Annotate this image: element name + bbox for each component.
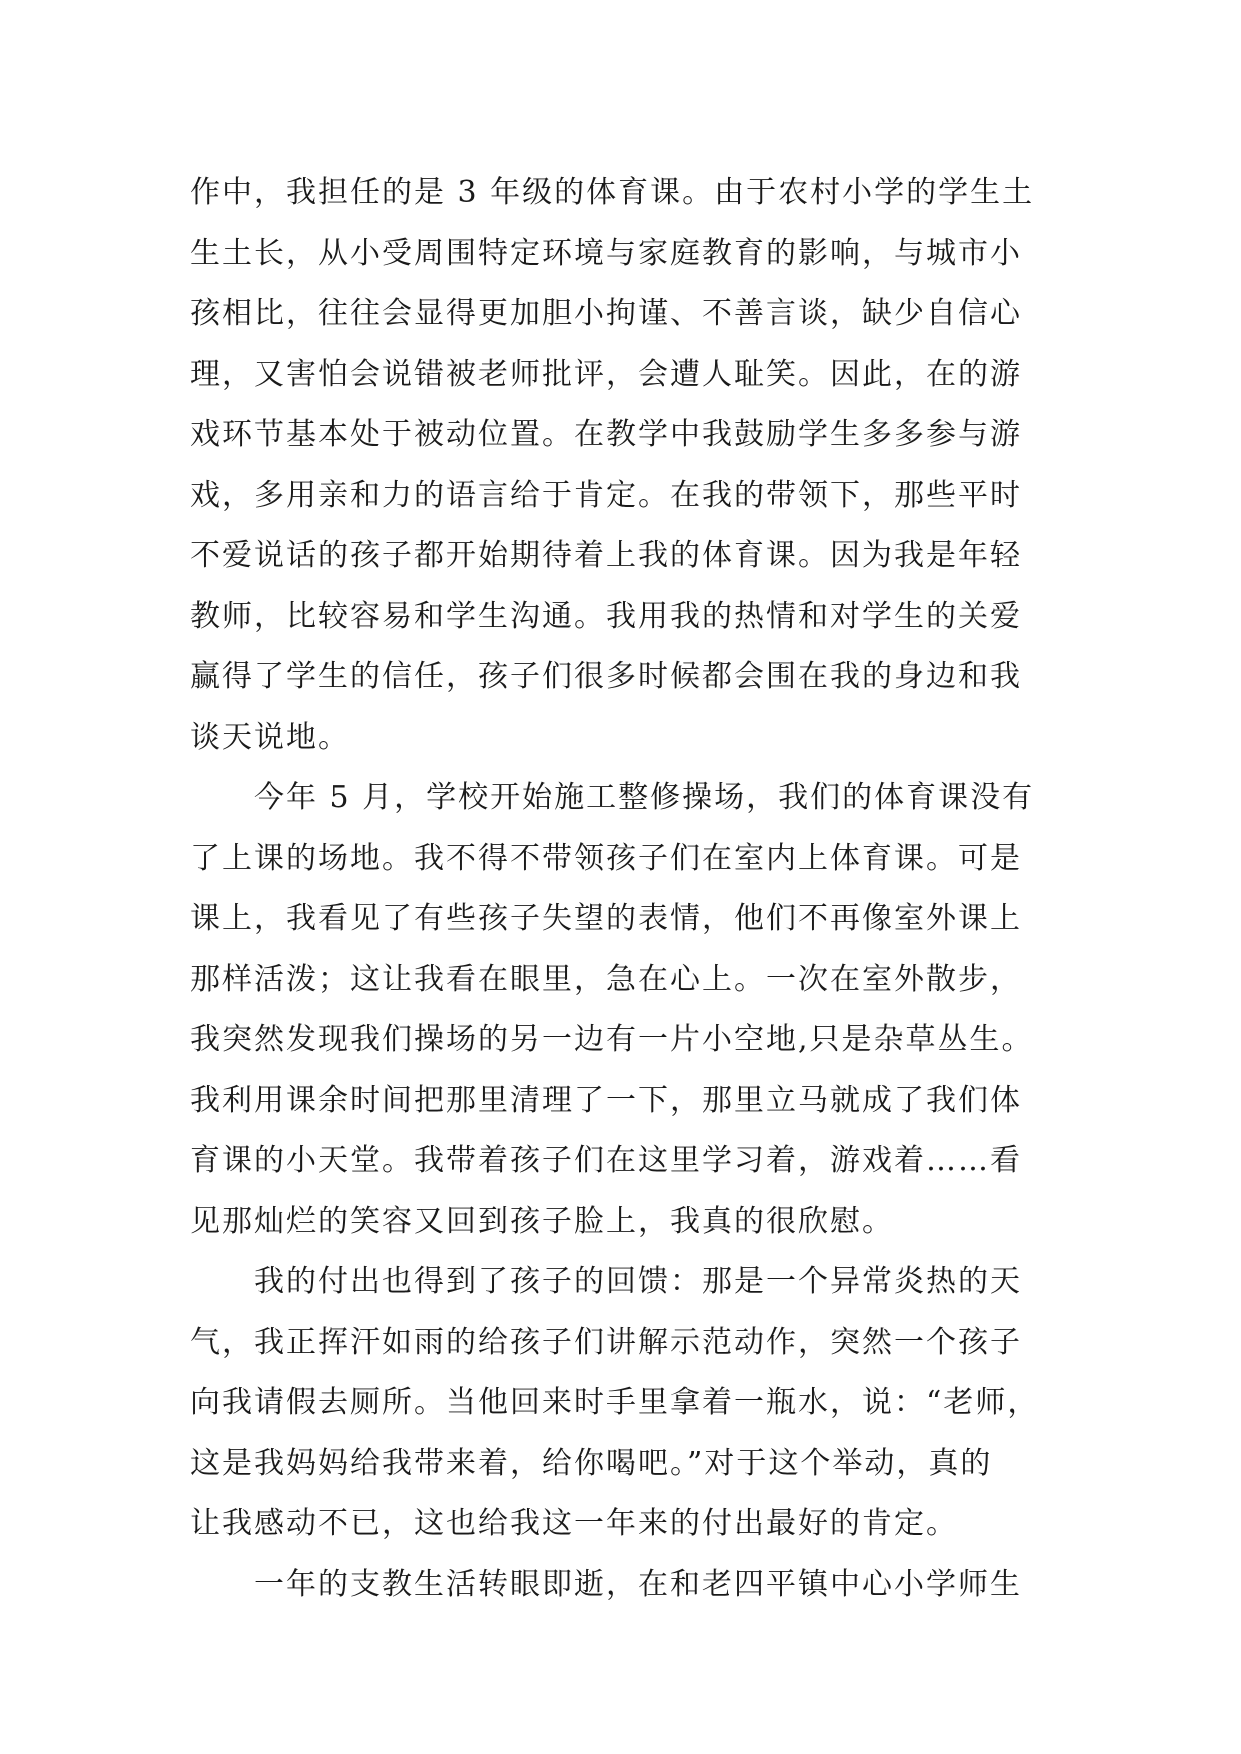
- text-line: 让我感动不已，这也给我这一年来的付出最好的肯定。: [190, 1506, 958, 1541]
- text-line: 戏，多用亲和力的语言给于肯定。在我的带领下，那些平时: [190, 477, 1022, 513]
- text-line: 我利用课余时间把那里清理了一下，那里立马就成了我们体: [190, 1082, 1022, 1118]
- text-line: 见那灿烂的笑容又回到孩子脸上，我真的很欣慰。: [190, 1203, 894, 1239]
- text-line: 不爱说话的孩子都开始期待着上我的体育课。因为我是年轻: [190, 538, 1022, 573]
- text-line: 气，我正挥汗如雨的给孩子们讲解示范动作，突然一个孩子: [190, 1324, 1022, 1360]
- text-line: 理，又害怕会说错被老师批评，会遭人耻笑。因此，在的游: [190, 356, 1022, 392]
- text-line: 今年 5 月，学校开始施工整修操场，我们的体育课没有: [254, 780, 1035, 815]
- text-line: 作中，我担任的是 3 年级的体育课。由于农村小学的学生土: [190, 175, 1035, 210]
- body-text: [190, 163, 1050, 1615]
- text-line: 向我请假去厕所。当他回来时手里拿着一瓶水，说：“老师，: [190, 1385, 1040, 1420]
- text-line: 我突然发现我们操场的另一边有一片小空地,只是杂草丛生。: [190, 1022, 1034, 1057]
- text-line: 赢得了学生的信任，孩子们很多时候都会围在我的身边和我: [190, 659, 1022, 694]
- text-line: 谈天说地。: [190, 719, 350, 755]
- text-line: 那样活泼；这让我看在眼里，急在心上。一次在室外散步，: [190, 961, 1022, 997]
- text-line: 育课的小天堂。我带着孩子们在这里学习着，游戏着……看: [190, 1143, 1022, 1178]
- text-line: 戏环节基本处于被动位置。在教学中我鼓励学生多多参与游: [190, 417, 1022, 452]
- text-line: 一年的支教生活转眼即逝，在和老四平镇中心小学师生: [254, 1566, 1022, 1602]
- text-line: 我的付出也得到了孩子的回馈：那是一个异常炎热的天: [254, 1264, 1022, 1299]
- text-line: 孩相比，往往会显得更加胆小拘谨、不善言谈，缺少自信心: [190, 296, 1022, 331]
- text-line: 生土长，从小受周围特定环境与家庭教育的影响，与城市小: [190, 235, 1022, 271]
- text-line: 教师，比较容易和学生沟通。我用我的热情和对学生的关爱: [190, 598, 1022, 634]
- text-line: 课上，我看见了有些孩子失望的表情，他们不再像室外课上: [190, 901, 1022, 936]
- text-line: 这是我妈妈给我带来着，给你喝吧。”对于这个举动，真的: [190, 1445, 993, 1481]
- text-line: 了上课的场地。我不得不带领孩子们在室内上体育课。可是: [190, 840, 1022, 876]
